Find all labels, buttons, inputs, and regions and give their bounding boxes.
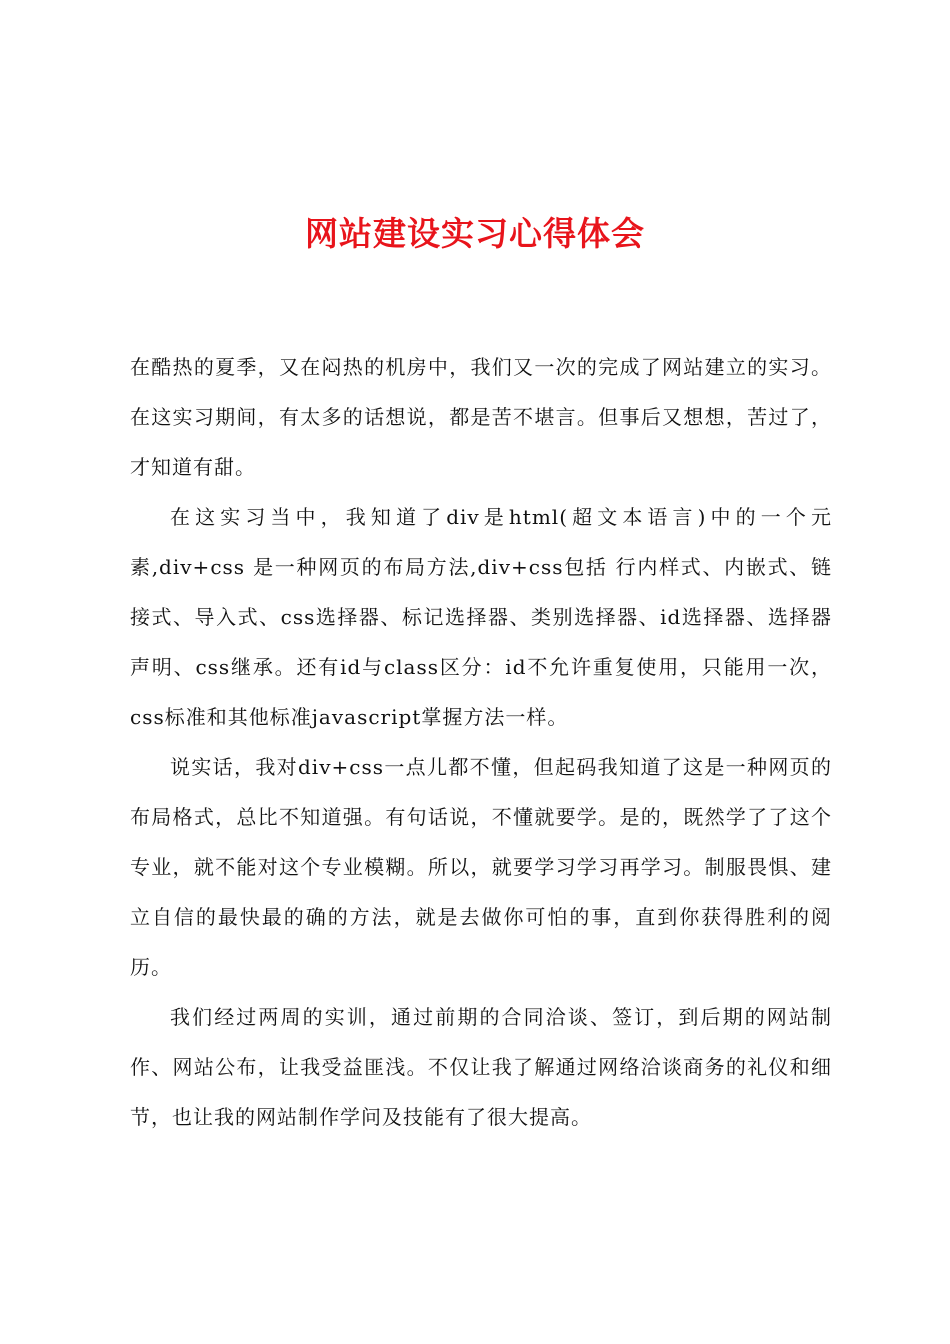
paragraph-4: 我们经过两周的实训，通过前期的合同洽谈、签订，到后期的网站制作、网站公布，让我受益匪浅。不仅让我了解通过网络洽谈商务的礼仪和细节，也让我的网站制作学问及技能有了很大提高。 bbox=[130, 1005, 832, 1129]
paragraph-2: 在这实习当中，我知道了div是html(超文本语言)中的一个元素,div+css 是一种网页的布局方法,div+css包括 行内样式、内嵌式、链接式、导入式、css选择器、标记选择器、类别选择器、id选择器、选择器声明、css继承。还有id与class区分：id不允许重复使用，只能用一次，css标准和其他标准javascript掌握方法一样。 bbox=[130, 505, 832, 729]
document-body bbox=[130, 342, 832, 1142]
paragraph-3: 说实话，我对div+css一点儿都不懂，但起码我知道了这是一种网页的布局格式，总比不知道强。有句话说，不懂就要学。是的，既然学了了这个专业，就不能对这个专业模糊。所以，就要学习学习再学习。制服畏惧、建立自信的最快最的确的方法，就是去做你可怕的事，直到你获得胜利的阅历。 bbox=[130, 755, 832, 979]
paragraph-1: 在酷热的夏季，又在闷热的机房中，我们又一次的完成了网站建立的实习。在这实习期间，有太多的话想说，都是苦不堪言。但事后又想想，苦过了，才知道有甜。 bbox=[130, 355, 832, 479]
document-title: 网站建设实习心得体会 bbox=[305, 214, 645, 253]
